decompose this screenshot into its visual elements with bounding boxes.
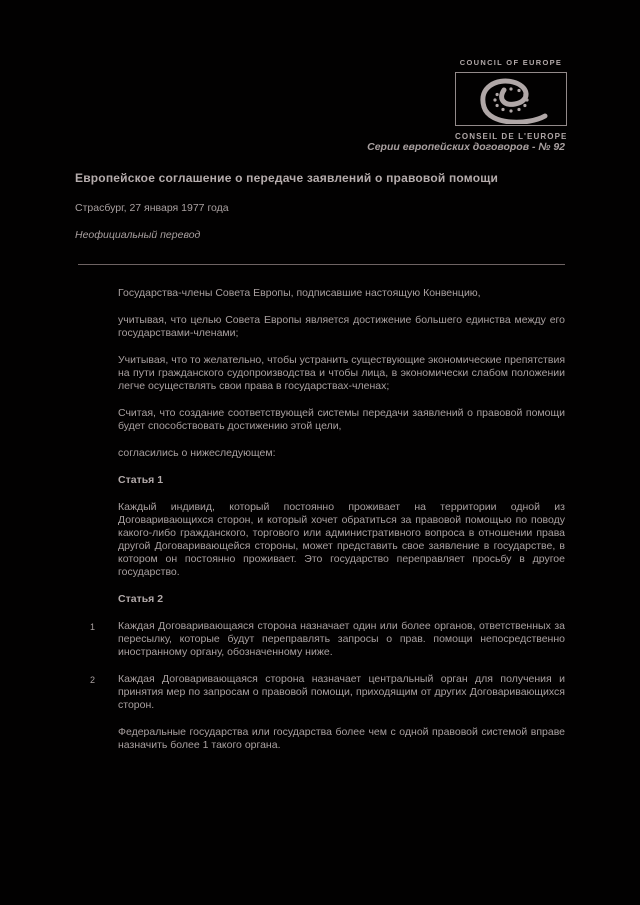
council-of-europe-logo: [455, 56, 567, 143]
article-1-heading: Статья 1: [118, 474, 164, 486]
item-text-1: Каждая Договаривающаяся сторона назначает один или более органов, ответственных за пересылку, которые будут переправлять запросы о прав. помощи непосредственно иностранному органу, обозначенному ниже.: [118, 620, 565, 658]
article-2-heading: Статья 2: [118, 593, 164, 605]
item-number-2: 2: [90, 675, 96, 685]
numbered-item-2: [90, 673, 565, 712]
horizontal-divider: [78, 264, 565, 265]
preamble-paragraph-5: согласились о нижеследующем:: [118, 447, 276, 459]
article-1-text: Каждый индивид, который постоянно проживает на территории одной из Договаривающихся сторон, и который хочет обратиться за правовой помощью по поводу какого-либо гражданского, торгового или административного вопроса в отношении права другой Договаривающейся стороны, может представить свое заявление в государстве, в котором он постоянно проживает. Это государство переправляет просьбу в другое государство.: [118, 501, 565, 578]
numbered-item-1: [90, 620, 565, 659]
preamble-paragraph-4: Считая, что создание соответствующей системы передачи заявлений о правовой помощи будет способствовать достижению этой цели,: [118, 407, 565, 432]
item-number-1: 1: [90, 622, 96, 632]
europe-e-stars-icon: [459, 74, 563, 124]
article-2-closing-text: Федеральные государства или государства более чем с одной правовой системой вправе назначить более 1 такого органа.: [118, 726, 565, 751]
document-body: [90, 287, 565, 766]
preamble-paragraph-1: Государства-члены Совета Европы, подписавшие настоящую Конвенцию,: [118, 287, 481, 299]
preamble-paragraph-2: учитывая, что целью Совета Европы является достижение большего единства между его государствами-членами;: [118, 314, 565, 339]
place-and-date: Страсбург, 27 января 1977 года: [75, 202, 229, 214]
logo-conseil-de-leurope-text: CONSEIL DE L'EUROPE: [455, 132, 568, 141]
logo-emblem-box: [455, 72, 567, 126]
translation-note: Неофициальный перевод: [75, 229, 201, 241]
series-label: Серии европейских договоров - № 92: [367, 141, 565, 153]
document-title: Европейское соглашение о передаче заявлений о правовой помощи: [75, 171, 499, 185]
item-text-2: Каждая Договаривающаяся сторона назначает центральный орган для получения и принятия мер по запросам о правовой помощи, приходящим от других Договаривающихся сторон.: [118, 673, 565, 711]
logo-council-of-europe-text: COUNCIL OF EUROPE: [459, 58, 563, 67]
preamble-paragraph-3: Учитывая, что то желательно, чтобы устранить существующие экономические препятствия на пути гражданского судопроизводства и чтобы лица, в экономически слабом положении легче осуществлять свои права в государствах-членах;: [118, 354, 565, 392]
